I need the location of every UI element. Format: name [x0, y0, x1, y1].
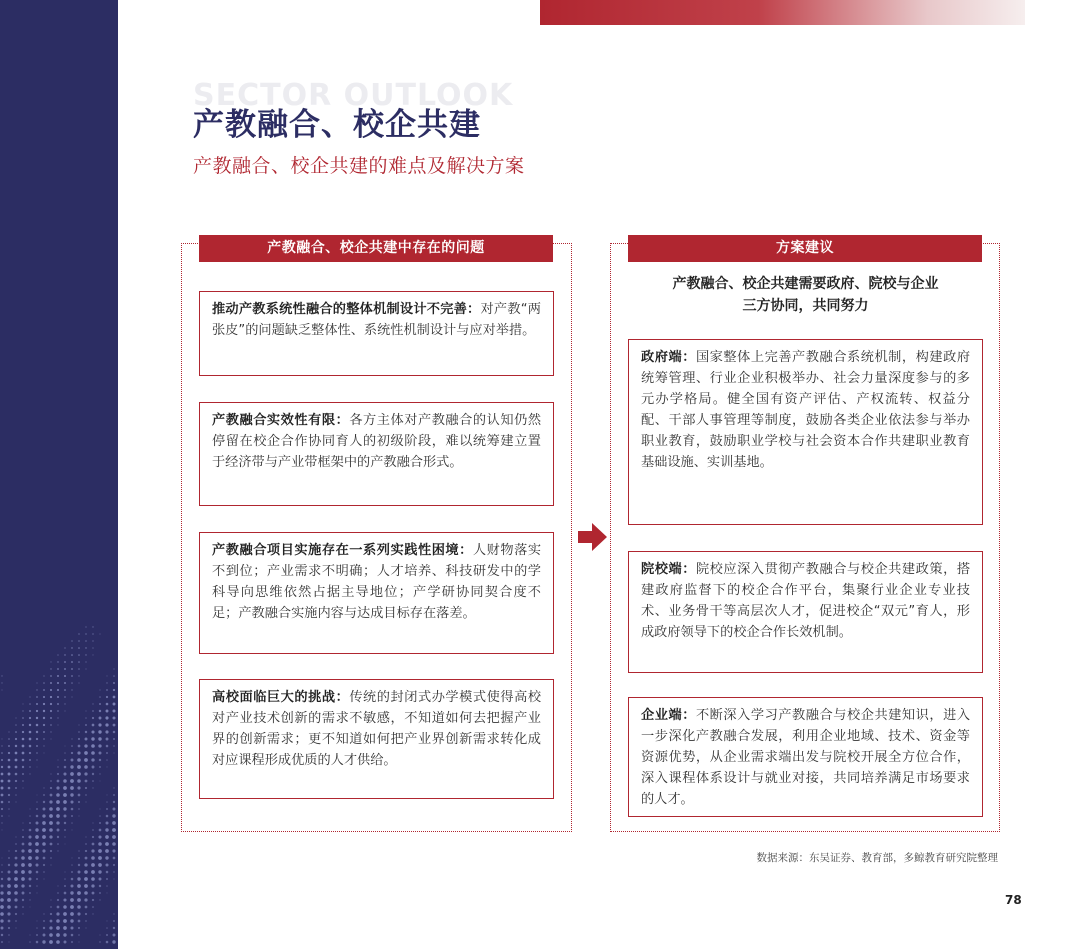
solution-label: 政府端：	[641, 350, 696, 365]
solution-text: 国家整体上完善产教融合系统机制，构建政府统筹管理、行业企业积极举办、社会力量深度参与的多元办学格局。健全国有资产评估、产权流转、权益分配、干部人事管理等制度，鼓励各类企业依法参与举办职业教育，鼓励职业学校与社会资本合作共建职业教育基础设施、实训基地。	[641, 350, 971, 470]
solution-text: 不断深入学习产教融合与校企共建知识，进入一步深化产教融合发展，利用企业地域、技术、资金等资源优势，从企业需求端出发与院校开展全方位合作，深入课程体系设计与就业对接，共同培养满足市场要求的人才。	[641, 708, 971, 807]
solutions-intro	[628, 273, 983, 317]
problems-heading: 产教融合、校企共建中存在的问题	[199, 235, 553, 262]
solution-card-government	[628, 339, 983, 525]
problem-label: 推动产教系统性融合的整体机制设计不完善：	[212, 302, 481, 317]
problem-label: 高校面临巨大的挑战：	[212, 690, 350, 705]
top-accent-bar	[540, 0, 1025, 25]
problem-label: 产教融合项目实施存在一系列实践性困境：	[212, 543, 473, 558]
page-number: 78	[1005, 893, 1022, 907]
problem-text: 人财物落实不到位；产业需求不明确；人才培养、科技研发中的学科导向思维依然占据主导地位；产学研协同契合度不足；产教融合实施内容与达成目标存在落差。	[212, 543, 542, 621]
solutions-intro-line: 产教融合、校企共建需要政府、院校与企业	[672, 276, 939, 292]
problem-label: 产教融合实效性有限：	[212, 413, 350, 428]
problem-card	[199, 291, 554, 376]
solution-card-enterprise	[628, 697, 983, 817]
problem-card	[199, 532, 554, 654]
solutions-heading: 方案建议	[628, 235, 982, 262]
section-watermark: SECTOR OUTLOOK	[193, 78, 514, 113]
sidebar-decoration	[0, 0, 118, 949]
solutions-intro-line: 三方协同，共同努力	[742, 298, 869, 314]
solution-text: 院校应深入贯彻产教融合与校企共建政策，搭建政府监督下的校企合作平台，集聚行业企业专业技术、业务骨干等高层次人才，促进校企“双元”育人，形成政府领导下的校企合作长效机制。	[641, 562, 971, 640]
problem-card	[199, 679, 554, 799]
problem-text: 对产教“两张皮”的问题缺乏整体性、系统性机制设计与应对举措。	[212, 302, 541, 338]
problem-text: 各方主体对产教融合的认知仍然停留在校企合作协同育人的初级阶段，难以统筹建立置于经济带与产业带框架中的产教融合形式。	[212, 413, 542, 470]
solution-label: 企业端：	[641, 708, 696, 723]
page-subtitle: 产教融合、校企共建的难点及解决方案	[193, 155, 525, 177]
problem-card	[199, 402, 554, 506]
arrow-right-icon	[578, 522, 608, 552]
data-source-note: 数据来源：东吴证券、教育部，多鲸教育研究院整理	[756, 852, 998, 864]
problem-text: 传统的封闭式办学模式使得高校对产业技术创新的需求不敏感，不知道如何去把握产业界的创新需求；更不知道如何把产业界创新需求转化成对应课程形成优质的人才供给。	[212, 690, 542, 768]
solution-card-school	[628, 551, 983, 673]
page-title: 产教融合、校企共建	[193, 107, 481, 143]
solution-label: 院校端：	[641, 562, 696, 577]
dotted-globe-graphic	[0, 0, 118, 949]
